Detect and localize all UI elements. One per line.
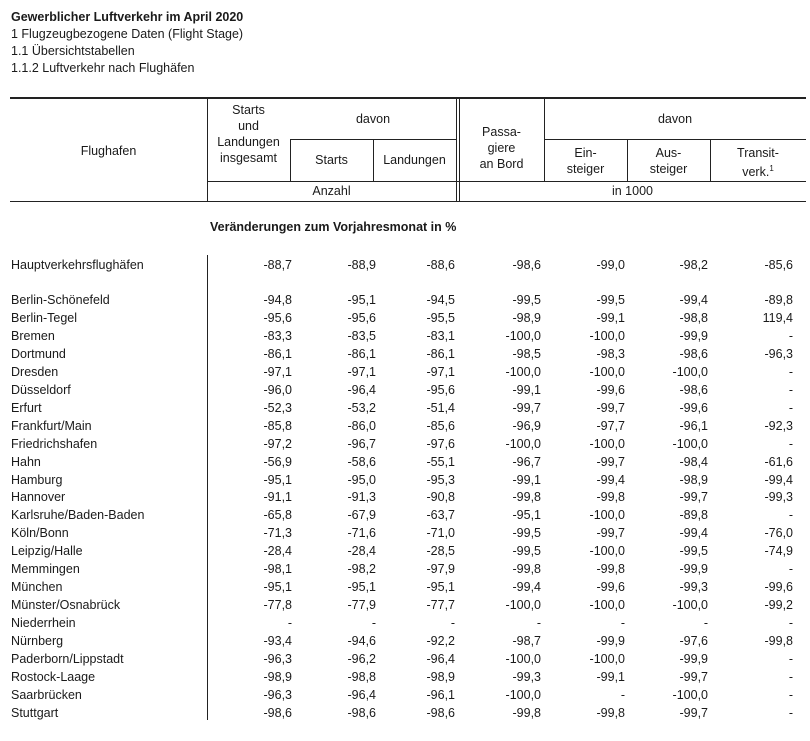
value-cell: -96,1	[679, 418, 708, 433]
value-cell: -	[536, 616, 541, 631]
value-cell: -95,3	[426, 472, 455, 487]
value-cell: -97,2	[263, 436, 292, 451]
value-cell: -71,0	[426, 526, 455, 541]
table-row	[0, 614, 810, 632]
table-row	[0, 488, 810, 506]
airport-name: Friedrichshafen	[11, 436, 98, 451]
value-cell: -	[788, 382, 793, 397]
value-cell: -71,3	[263, 526, 292, 541]
header-unit-in-1000: in 1000	[611, 184, 653, 198]
value-cell: -28,4	[263, 544, 292, 559]
value-cell: -100,0	[505, 364, 541, 379]
table-row	[0, 417, 810, 435]
value-cell: -98,8	[679, 310, 708, 325]
value-cell: -	[620, 687, 625, 702]
value-cell: -99,2	[764, 598, 793, 613]
value-cell: -61,6	[764, 454, 793, 469]
value-cell: -100,0	[589, 436, 625, 451]
header-flughafen: Flughafen	[80, 144, 137, 158]
value-cell: -	[788, 616, 793, 631]
value-cell: -77,9	[347, 598, 376, 613]
value-cell: -98,9	[512, 310, 541, 325]
value-cell: -85,8	[263, 418, 292, 433]
rule-unit-row	[207, 181, 806, 182]
value-cell: -100,0	[589, 598, 625, 613]
value-cell: -99,8	[596, 490, 625, 505]
value-cell: -93,4	[263, 634, 292, 649]
header-starts-landungen-insgesamt	[207, 102, 290, 166]
airport-name: Nürnberg	[11, 634, 64, 649]
value-cell: -98,5	[512, 346, 541, 361]
airport-name: Berlin-Tegel	[11, 310, 78, 325]
value-cell: -98,8	[347, 669, 376, 684]
header-einsteiger	[544, 145, 627, 177]
value-cell: -99,8	[512, 705, 541, 720]
table-row	[0, 632, 810, 650]
value-cell: -99,9	[596, 634, 625, 649]
value-cell: -95,6	[426, 382, 455, 397]
value-cell: -99,4	[512, 580, 541, 595]
table-row	[0, 668, 810, 686]
footnote-marker: 1	[769, 164, 774, 173]
document-titles	[11, 9, 243, 77]
header-line: Starts	[232, 103, 265, 117]
header-line: insgesamt	[220, 151, 277, 165]
airport-name: Köln/Bonn	[11, 526, 69, 541]
value-cell: -96,7	[512, 454, 541, 469]
table-row	[0, 291, 810, 309]
value-cell: -65,8	[263, 508, 292, 523]
value-cell: -99,9	[679, 562, 708, 577]
value-cell: -100,0	[672, 598, 708, 613]
value-cell: -99,7	[512, 400, 541, 415]
value-cell: -98,2	[679, 258, 708, 272]
value-cell: -96,9	[512, 418, 541, 433]
value-cell: -	[788, 687, 793, 702]
value-cell: -100,0	[505, 652, 541, 666]
value-cell: -99,5	[512, 526, 541, 541]
value-cell: -85,6	[764, 258, 793, 272]
value-cell: -100,0	[589, 544, 625, 559]
value-cell: -99,9	[679, 652, 708, 666]
value-cell: -	[287, 616, 292, 631]
value-cell: -90,8	[426, 490, 455, 505]
document-title: Gewerblicher Luftverkehr im April 2020	[11, 10, 244, 24]
value-cell: -99,4	[679, 526, 708, 541]
table-row	[0, 327, 810, 345]
subtitle-2: 1.1 Übersichtstabellen	[11, 44, 135, 58]
subtitle-1: 1 Flugzeugbezogene Daten (Flight Stage)	[11, 27, 244, 41]
value-cell: -100,0	[589, 652, 625, 666]
table-row	[0, 596, 810, 614]
value-cell: -	[788, 328, 793, 343]
table-row	[0, 704, 810, 722]
value-cell: -89,8	[679, 508, 708, 523]
airport-name: Dortmund	[11, 346, 66, 361]
value-cell: -99,4	[679, 293, 708, 307]
value-cell: -96,1	[426, 687, 455, 702]
airport-name: Memmingen	[11, 562, 80, 577]
header-line: an Bord	[479, 157, 524, 171]
table-top-rule	[10, 97, 806, 99]
value-cell: -99,5	[596, 293, 625, 307]
value-cell: -97,1	[426, 364, 455, 379]
value-cell: -97,1	[263, 364, 292, 379]
header-starts: Starts	[315, 153, 348, 167]
value-cell: -94,5	[426, 293, 455, 307]
value-cell: -95,1	[263, 580, 292, 595]
value-cell: -98,1	[263, 562, 292, 577]
value-cell: -77,7	[426, 598, 455, 613]
value-cell: -99,8	[512, 490, 541, 505]
airport-name: Hannover	[11, 490, 66, 505]
value-cell: -	[703, 616, 708, 631]
header-text: verk.	[742, 165, 770, 180]
value-cell: -52,3	[263, 400, 292, 415]
value-cell: -85,6	[426, 418, 455, 433]
value-cell: -	[788, 562, 793, 577]
value-cell: -83,1	[426, 328, 455, 343]
value-cell: -100,0	[505, 687, 541, 702]
header-line: giere	[487, 141, 516, 155]
value-cell: -95,5	[426, 310, 455, 325]
header-passagiere	[459, 124, 544, 172]
value-cell: -100,0	[589, 508, 625, 523]
table-row	[0, 578, 810, 596]
value-cell: -86,1	[263, 346, 292, 361]
value-cell: -88,6	[426, 258, 455, 272]
value-cell: -58,6	[347, 454, 376, 469]
value-cell: -95,1	[512, 508, 541, 523]
value-cell: -97,7	[596, 418, 625, 433]
value-cell: -99,3	[512, 669, 541, 684]
value-cell: -98,6	[512, 258, 541, 272]
value-cell: -88,7	[263, 258, 292, 272]
value-cell: -55,1	[426, 454, 455, 469]
airport-name: Leipzig/Halle	[11, 544, 83, 559]
header-line: steiger	[566, 162, 605, 176]
value-cell: -	[788, 705, 793, 720]
airport-name: Bremen	[11, 328, 55, 343]
value-cell: -99,6	[679, 400, 708, 415]
value-cell: -94,6	[347, 634, 376, 649]
value-cell: -53,2	[347, 400, 376, 415]
value-cell: -99,9	[679, 328, 708, 343]
value-cell: -98,6	[426, 705, 455, 720]
header-line: Passa-	[482, 125, 521, 139]
value-cell: -99,1	[512, 472, 541, 487]
value-cell: -99,7	[596, 454, 625, 469]
airport-name: Stuttgart	[11, 705, 59, 720]
table-row	[0, 363, 810, 381]
airport-name: Karlsruhe/Baden-Baden	[11, 508, 145, 523]
value-cell: -99,7	[596, 526, 625, 541]
value-cell: -99,6	[596, 580, 625, 595]
value-cell: -98,6	[347, 705, 376, 720]
table-row	[0, 435, 810, 453]
vrule-group	[456, 99, 457, 202]
table-row	[0, 345, 810, 363]
table-row	[0, 686, 810, 704]
header-line: Transit-	[737, 146, 779, 160]
header-transitverkehr	[710, 145, 806, 180]
value-cell: -100,0	[672, 364, 708, 379]
table-row	[0, 453, 810, 471]
value-cell: -99,5	[679, 544, 708, 559]
value-cell: -	[371, 616, 376, 631]
value-cell: -95,1	[347, 293, 376, 307]
value-cell: -99,5	[512, 293, 541, 307]
value-cell: -96,4	[426, 652, 455, 666]
table-row	[0, 381, 810, 399]
header-davon-left: davon	[355, 112, 391, 126]
section-title: Veränderungen zum Vorjahresmonat in %	[210, 220, 457, 234]
value-cell: -97,6	[679, 634, 708, 649]
value-cell: -96,4	[347, 382, 376, 397]
table-row	[0, 560, 810, 578]
value-cell: -89,8	[764, 293, 793, 307]
value-cell: -100,0	[505, 598, 541, 613]
header-aussteiger	[627, 145, 710, 177]
value-cell: -99,7	[679, 669, 708, 684]
value-cell: -86,0	[347, 418, 376, 433]
airport-name: Hahn	[11, 454, 41, 469]
value-cell: -86,1	[426, 346, 455, 361]
table-row	[0, 542, 810, 560]
value-cell: -83,3	[263, 328, 292, 343]
value-cell: -92,2	[426, 634, 455, 649]
value-cell: -99,7	[679, 705, 708, 720]
value-cell: -51,4	[426, 400, 455, 415]
header-line: Aus-	[655, 146, 682, 160]
airport-name: Erfurt	[11, 400, 42, 415]
value-cell: -92,3	[764, 418, 793, 433]
value-cell: -99,8	[596, 562, 625, 577]
subtitle-3: 1.1.2 Luftverkehr nach Flughäfen	[11, 61, 195, 75]
value-cell: -99,1	[596, 310, 625, 325]
value-cell: -96,3	[263, 652, 292, 666]
value-cell: -77,8	[263, 598, 292, 613]
value-cell: -99,6	[596, 382, 625, 397]
value-cell: -99,8	[764, 634, 793, 649]
value-cell: -97,6	[426, 436, 455, 451]
airport-name: Düsseldorf	[11, 382, 71, 397]
value-cell: -99,4	[764, 472, 793, 487]
value-cell: -	[788, 436, 793, 451]
value-cell: -63,7	[426, 508, 455, 523]
value-cell: -99,4	[596, 472, 625, 487]
value-cell: -99,8	[512, 562, 541, 577]
value-cell: -88,9	[347, 258, 376, 272]
header-unit-anzahl: Anzahl	[312, 184, 351, 198]
value-cell: -99,3	[764, 490, 793, 505]
value-cell: -	[788, 669, 793, 684]
table-row	[0, 309, 810, 327]
value-cell: -98,6	[679, 346, 708, 361]
airport-name: Frankfurt/Main	[11, 418, 92, 433]
value-cell: -98,6	[263, 705, 292, 720]
value-cell: -	[450, 616, 455, 631]
header-line: steiger	[649, 162, 688, 176]
value-cell: -99,5	[512, 544, 541, 559]
value-cell: -100,0	[672, 687, 708, 702]
value-cell: -99,0	[596, 258, 625, 272]
value-cell: -86,1	[347, 346, 376, 361]
value-cell: -95,6	[263, 310, 292, 325]
value-cell: -98,4	[679, 454, 708, 469]
header-line: und	[238, 119, 259, 133]
table-header-bottom-rule	[10, 201, 806, 202]
value-cell: -96,2	[347, 652, 376, 666]
value-cell: -95,1	[347, 580, 376, 595]
value-cell: -97,1	[347, 364, 376, 379]
value-cell: -98,9	[426, 669, 455, 684]
value-cell: -100,0	[672, 436, 708, 451]
value-cell: -95,0	[347, 472, 376, 487]
value-cell: -	[788, 400, 793, 415]
value-cell: -99,6	[764, 580, 793, 595]
airport-name: Hauptverkehrsflughäfen	[11, 258, 144, 272]
value-cell: -91,1	[263, 490, 292, 505]
value-cell: -98,7	[512, 634, 541, 649]
airport-name: Hamburg	[11, 472, 63, 487]
value-cell: -67,9	[347, 508, 376, 523]
airport-name: Paderborn/Lippstadt	[11, 652, 124, 666]
value-cell: -99,1	[512, 382, 541, 397]
header-line: Ein-	[574, 146, 597, 160]
table-row	[0, 524, 810, 542]
value-cell: 119,4	[762, 310, 793, 325]
header-line	[710, 161, 806, 180]
header-landungen: Landungen	[383, 153, 446, 167]
value-cell: -98,9	[263, 669, 292, 684]
value-cell: -56,9	[263, 454, 292, 469]
value-cell: -74,9	[764, 544, 793, 559]
airport-name: Niederrhein	[11, 616, 76, 631]
value-cell: -96,4	[347, 687, 376, 702]
value-cell: -	[788, 652, 793, 666]
value-cell: -98,2	[347, 562, 376, 577]
airport-name: München	[11, 580, 63, 595]
value-cell: -100,0	[505, 328, 541, 343]
airport-name: Berlin-Schönefeld	[11, 293, 110, 307]
value-cell: -100,0	[589, 328, 625, 343]
value-cell: -96,7	[347, 436, 376, 451]
value-cell: -83,5	[347, 328, 376, 343]
value-cell: -96,3	[263, 687, 292, 702]
table-row	[0, 399, 810, 417]
table-row	[0, 506, 810, 524]
value-cell: -95,1	[426, 580, 455, 595]
value-cell: -99,7	[679, 490, 708, 505]
value-cell: -98,6	[679, 382, 708, 397]
value-cell: -	[788, 364, 793, 379]
value-cell: -99,7	[596, 400, 625, 415]
header-line: Landungen	[217, 135, 280, 149]
value-cell: -28,5	[426, 544, 455, 559]
value-cell: -96,3	[764, 346, 793, 361]
value-cell: -71,6	[347, 526, 376, 541]
value-cell: -99,3	[679, 580, 708, 595]
value-cell: -99,1	[596, 669, 625, 684]
header-davon-right: davon	[657, 112, 693, 126]
value-cell: -95,6	[347, 310, 376, 325]
value-cell: -100,0	[505, 436, 541, 451]
value-cell: -97,9	[426, 562, 455, 577]
value-cell: -98,9	[679, 472, 708, 487]
rule-davon-right	[544, 139, 806, 140]
value-cell: -99,8	[596, 705, 625, 720]
table-row	[0, 256, 810, 274]
table-row	[0, 471, 810, 489]
airport-name: Rostock-Laage	[11, 669, 96, 684]
value-cell: -95,1	[263, 472, 292, 487]
value-cell: -28,4	[347, 544, 376, 559]
airport-name: Dresden	[11, 364, 59, 379]
value-cell: -	[788, 508, 793, 523]
airport-name: Saarbrücken	[11, 687, 82, 702]
value-cell: -100,0	[589, 364, 625, 379]
airport-name: Münster/Osnabrück	[11, 598, 121, 613]
value-cell: -94,8	[263, 293, 292, 307]
value-cell: -96,0	[263, 382, 292, 397]
value-cell: -91,3	[347, 490, 376, 505]
value-cell: -98,3	[596, 346, 625, 361]
value-cell: -76,0	[764, 526, 793, 541]
value-cell: -	[620, 616, 625, 631]
table-row	[0, 650, 810, 668]
